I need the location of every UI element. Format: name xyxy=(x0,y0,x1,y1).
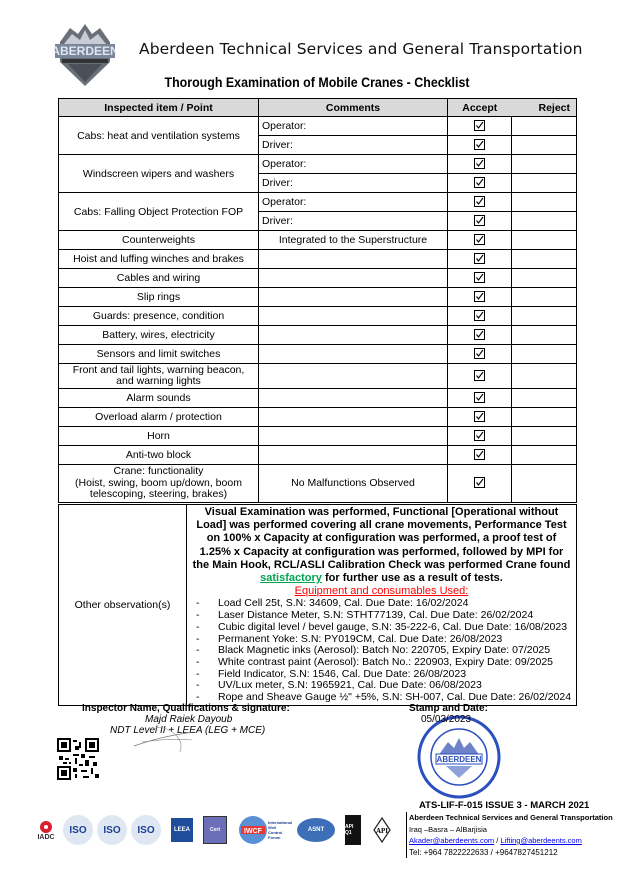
accept-cell[interactable] xyxy=(448,136,512,155)
checked-box-icon[interactable] xyxy=(474,348,485,359)
accept-cell[interactable] xyxy=(448,117,512,136)
comment-cell: Driver: xyxy=(259,174,448,193)
iso-logo-14001: ISO xyxy=(97,815,127,845)
checked-box-icon[interactable] xyxy=(474,411,485,422)
company-name: Aberdeen Technical Services and General Transportation xyxy=(139,40,583,58)
checked-box-icon[interactable] xyxy=(474,329,485,340)
comment-cell xyxy=(259,326,448,345)
inspected-item: Cabs: Falling Object Protection FOP xyxy=(59,193,259,231)
comment-cell xyxy=(259,408,448,427)
leea-logo: LEEA xyxy=(171,818,193,842)
table-row xyxy=(59,427,577,446)
table-row xyxy=(59,288,577,307)
svg-text:API: API xyxy=(375,827,389,835)
accept-cell[interactable] xyxy=(448,465,512,503)
accept-cell[interactable] xyxy=(448,307,512,326)
footer-telephone: Tel: +964 7822222633 / +9647827451212 xyxy=(409,847,558,857)
header-item: Inspected item / Point xyxy=(59,99,259,117)
accept-cell[interactable] xyxy=(448,389,512,408)
svg-text:ABERDEEN: ABERDEEN xyxy=(54,44,116,58)
asnt-logo: ASNT xyxy=(297,818,335,842)
checked-box-icon[interactable] xyxy=(474,477,485,488)
comment-cell: Operator: xyxy=(259,155,448,174)
observations-table xyxy=(58,504,577,706)
observation-summary-end: for further use as a result of tests. xyxy=(324,572,503,585)
comment-cell xyxy=(259,364,448,389)
comment-cell: Driver: xyxy=(259,136,448,155)
accept-cell[interactable] xyxy=(448,427,512,446)
header-comments: Comments xyxy=(259,99,448,117)
checked-box-icon[interactable] xyxy=(474,177,485,188)
reject-cell[interactable] xyxy=(512,446,577,465)
checklist-table xyxy=(58,98,577,503)
table-row xyxy=(59,231,577,250)
accept-cell[interactable] xyxy=(448,250,512,269)
checked-box-icon[interactable] xyxy=(474,120,485,131)
reject-cell[interactable] xyxy=(512,155,577,174)
equipment-list xyxy=(190,598,573,703)
table-row xyxy=(59,326,577,345)
comment-cell xyxy=(259,288,448,307)
inspected-item: Front and tail lights, warning beacon, and warning lights xyxy=(59,364,259,389)
inspected-item: Slip rings xyxy=(59,288,259,307)
reject-cell[interactable] xyxy=(512,174,577,193)
reject-cell[interactable] xyxy=(512,465,577,503)
certification-logo: Cert xyxy=(203,816,227,844)
inspected-item: Hoist and luffing winches and brakes xyxy=(59,250,259,269)
equipment-item: - Field Indicator, S.N: 1546, Cal. Due Date: 26/08/2023 xyxy=(196,669,573,681)
inspected-item: Battery, wires, electricity xyxy=(59,326,259,345)
table-row xyxy=(59,446,577,465)
accept-cell[interactable] xyxy=(448,212,512,231)
accept-cell[interactable] xyxy=(448,326,512,345)
accept-cell[interactable] xyxy=(448,345,512,364)
inspected-item: Cables and wiring xyxy=(59,269,259,288)
inspected-item: Cabs: heat and ventilation systems xyxy=(59,117,259,155)
observations-content xyxy=(187,505,577,706)
table-row xyxy=(59,364,577,389)
checked-box-icon[interactable] xyxy=(474,253,485,264)
accept-cell[interactable] xyxy=(448,231,512,250)
functionality-title: Crane: functionality xyxy=(113,465,204,477)
footer-address: Iraq –Basra – AlBarjisia xyxy=(409,824,487,834)
company-stamp xyxy=(416,714,502,800)
inspected-item: Windscreen wipers and washers xyxy=(59,155,259,193)
reject-cell[interactable] xyxy=(512,427,577,446)
api-monogram-logo xyxy=(371,815,393,845)
reject-cell[interactable] xyxy=(512,389,577,408)
email-link-akader[interactable]: Akader@aberdeents.com xyxy=(409,836,495,845)
iso-logo-9001: ISO xyxy=(63,815,93,845)
table-row xyxy=(59,269,577,288)
iadc-logo: IADC xyxy=(33,820,59,841)
stamp-date: 05/03/2023 xyxy=(421,714,472,725)
stamp-label: Stamp and Date: xyxy=(409,703,488,714)
table-row xyxy=(59,465,577,503)
document-title: Thorough Examination of Mobile Cranes - Checklist xyxy=(164,75,470,90)
email-link-lifting[interactable]: Lifting@aberdeents.com xyxy=(500,836,582,845)
equipment-heading: Equipment and consumables Used: xyxy=(294,585,469,598)
comment-cell: Operator: xyxy=(259,193,448,212)
inspector-label: Inspector Name, Qualifications & signature: xyxy=(82,703,290,714)
checked-box-icon[interactable] xyxy=(474,272,485,283)
checked-box-icon[interactable] xyxy=(474,139,485,150)
reject-cell[interactable] xyxy=(512,136,577,155)
inspected-item: Alarm sounds xyxy=(59,389,259,408)
comment-cell: Operator: xyxy=(259,117,448,136)
accept-cell[interactable] xyxy=(448,288,512,307)
inspected-item: Overload alarm / protection xyxy=(59,408,259,427)
table-row xyxy=(59,408,577,427)
svg-text:IWCF: IWCF xyxy=(244,828,262,835)
observations-text xyxy=(188,506,575,704)
table-row xyxy=(59,193,577,212)
reject-cell[interactable] xyxy=(512,288,577,307)
inspected-item-functionality xyxy=(59,465,259,503)
inspected-item: Sensors and limit switches xyxy=(59,345,259,364)
checked-box-icon[interactable] xyxy=(474,234,485,245)
accept-cell[interactable] xyxy=(448,408,512,427)
accept-cell[interactable] xyxy=(448,193,512,212)
accept-cell[interactable] xyxy=(448,269,512,288)
checked-box-icon[interactable] xyxy=(474,310,485,321)
reject-cell[interactable] xyxy=(512,326,577,345)
qr-code xyxy=(57,738,99,780)
checked-box-icon[interactable] xyxy=(474,291,485,302)
table-row xyxy=(59,250,577,269)
checked-box-icon[interactable] xyxy=(474,158,485,169)
comment-cell xyxy=(259,250,448,269)
checked-box-icon[interactable] xyxy=(474,392,485,403)
reject-cell[interactable] xyxy=(512,345,577,364)
reject-cell[interactable] xyxy=(512,212,577,231)
comment-cell: No Malfunctions Observed xyxy=(259,465,448,503)
header-accept: Accept xyxy=(448,99,512,117)
equipment-item: - UV/Lux meter, S.N: 1965921, Cal. Due Date: 06/08/2023 xyxy=(196,680,573,692)
certification-logos xyxy=(33,812,393,848)
form-code: ATS-LIF-F-015 ISSUE 3 - MARCH 2021 xyxy=(419,800,590,811)
reject-cell[interactable] xyxy=(512,231,577,250)
comment-cell xyxy=(259,345,448,364)
equipment-item: - White contrast paint (Aerosol): Batch No.: 220903, Expiry Date: 09/2025 xyxy=(196,657,573,669)
table-row xyxy=(59,155,577,174)
reject-cell[interactable] xyxy=(512,364,577,389)
table-row xyxy=(59,345,577,364)
table-header-row xyxy=(59,99,577,117)
iwcf-logo: IWCF International Well Control Forum xyxy=(237,815,289,845)
inspected-item: Horn xyxy=(59,427,259,446)
checked-box-icon[interactable] xyxy=(474,449,485,460)
accept-cell[interactable] xyxy=(448,155,512,174)
inspected-item: Counterweights xyxy=(59,231,259,250)
table-row xyxy=(59,307,577,326)
checked-box-icon[interactable] xyxy=(474,196,485,207)
reject-cell[interactable] xyxy=(512,193,577,212)
header-reject: Reject xyxy=(512,99,577,117)
equipment-item: - Laser Distance Meter, S.N: STHT77139, Cal. Due Date: 26/02/2024 xyxy=(196,610,573,622)
observation-summary: Visual Examination was performed, Functional [Operational without Load] was performed covering all crane movements, Performance Test on 100% x Capacity at configuration was performed, a proof test of 1.25% x Capacity at configuration was performed, followed by MPI for the Main Hook, RCL/ASLI Calibration Check was performed Crane found xyxy=(192,506,571,571)
comment-cell xyxy=(259,307,448,326)
inspector-qualifications: NDT Level II + LEEA (LEG + MCE) xyxy=(110,725,266,736)
checked-box-icon[interactable] xyxy=(474,430,485,441)
reject-cell[interactable] xyxy=(512,307,577,326)
inspector-name: Majd Raiek Dayoub xyxy=(145,714,233,725)
iso-logo-45001: ISO xyxy=(131,815,161,845)
equipment-item: - Rope and Sheave Gauge ½" +5%, S.N: SH-007, Cal. Due Date: 26/02/2024 xyxy=(196,692,573,704)
api-q1-logo: API Q1 xyxy=(345,815,361,845)
footer-company: Aberdeen Technical Services and General Transportation xyxy=(409,813,613,822)
comment-cell xyxy=(259,389,448,408)
email-separator: / xyxy=(494,836,501,845)
checked-box-icon[interactable] xyxy=(474,370,485,381)
accept-cell[interactable] xyxy=(448,174,512,193)
reject-cell[interactable] xyxy=(512,269,577,288)
observations-label: Other observation(s) xyxy=(59,505,187,706)
functionality-detail: (Hoist, swing, boom up/down, boom telescoping, steering, brakes) xyxy=(75,476,242,500)
inspected-item: Anti-two block xyxy=(59,446,259,465)
reject-cell[interactable] xyxy=(512,117,577,136)
inspected-item: Guards: presence, condition xyxy=(59,307,259,326)
equipment-item: - Black Magnetic inks (Aerosol): Batch No: 220705, Expiry Date: 07/2025 xyxy=(196,645,573,657)
comment-cell: Integrated to the Superstructure xyxy=(259,231,448,250)
svg-text:ABERDEEN: ABERDEEN xyxy=(436,755,482,764)
footer-contact xyxy=(406,812,613,858)
table-row xyxy=(59,389,577,408)
comment-cell xyxy=(259,427,448,446)
reject-cell[interactable] xyxy=(512,408,577,427)
reject-cell[interactable] xyxy=(512,250,577,269)
checked-box-icon[interactable] xyxy=(474,215,485,226)
accept-cell[interactable] xyxy=(448,446,512,465)
comment-cell: Driver: xyxy=(259,212,448,231)
accept-cell[interactable] xyxy=(448,364,512,389)
comment-cell xyxy=(259,446,448,465)
comment-cell xyxy=(259,269,448,288)
satisfactory-label: satisfactory xyxy=(260,572,322,585)
table-row xyxy=(59,117,577,136)
equipment-item: - Load Cell 25t, S.N: 34609, Cal. Due Date: 16/02/2024 xyxy=(196,598,573,610)
equipment-item: - Cubic digital level / bevel gauge, S.N: 35-222-6, Cal. Due Date: 16/08/2023 xyxy=(196,622,573,634)
signature-scribble xyxy=(132,722,202,762)
equipment-item: - Permanent Yoke: S.N: PY019CM, Cal. Due Date: 26/08/2023 xyxy=(196,634,573,646)
